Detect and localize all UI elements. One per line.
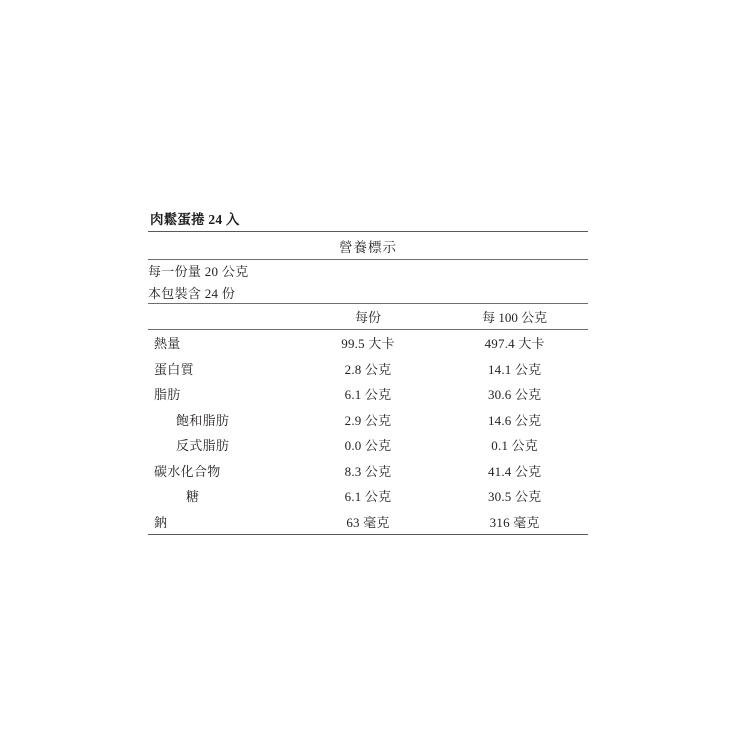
nutrient-name: 鈉: [148, 509, 295, 535]
table-row: [148, 407, 588, 433]
nutrient-per-100g: 14.1 公克: [487, 361, 542, 377]
column-header-blank: [148, 304, 295, 330]
table-row: [148, 509, 588, 535]
nutrient-name: 脂肪: [154, 387, 181, 403]
nutrient-per-100g: 497.4 大卡: [441, 330, 588, 356]
nutrient-per-100g: 41.4 公克: [487, 463, 542, 479]
nutrition-label: [148, 212, 588, 535]
nutrient-name: 反式脂肪: [176, 438, 230, 454]
nutrient-per-serving: 8.3 公克: [344, 463, 392, 479]
table-row: [148, 330, 588, 356]
serving-size-row: [148, 260, 588, 282]
table-header-row: [148, 232, 588, 260]
nutrient-per-serving: 99.5 大卡: [295, 330, 442, 356]
nutrition-facts-table: [148, 231, 588, 535]
nutrient-per-serving: 63 毫克: [295, 509, 442, 535]
table-row: [148, 458, 588, 484]
serving-size-label: 每一份量 20 公克: [148, 264, 249, 279]
column-header-per-100g: 每 100 公克: [482, 310, 548, 325]
nutrient-name: 蛋白質: [154, 361, 194, 377]
nutrient-per-100g: 14.6 公克: [487, 412, 542, 428]
nutrient-name: 糖: [186, 489, 200, 505]
table-row: [148, 356, 588, 382]
nutrient-name: 飽和脂肪: [176, 412, 230, 428]
table-row: [148, 483, 588, 509]
nutrient-per-serving: 2.9 公克: [344, 412, 392, 428]
table-row: [148, 381, 588, 407]
servings-per-container-row: [148, 281, 588, 304]
nutrient-per-serving: 6.1 公克: [344, 489, 392, 505]
nutrient-per-100g: 30.6 公克: [487, 387, 542, 403]
nutrient-per-100g: 0.1 公克: [491, 438, 538, 454]
nutrition-header-label: 營養標示: [148, 232, 588, 260]
page-title: 肉鬆蛋捲 24 入: [150, 212, 240, 227]
nutrient-name: 碳水化合物: [154, 463, 221, 479]
nutrient-name: 熱量: [148, 330, 295, 356]
column-header-per-serving: 每份: [354, 310, 381, 325]
nutrient-per-serving: 2.8 公克: [344, 361, 392, 377]
servings-per-container-label: 本包裝含 24 份: [148, 281, 588, 304]
nutrient-per-100g: 30.5 公克: [487, 489, 542, 505]
table-row: [148, 432, 588, 458]
nutrient-per-100g: 316 毫克: [441, 509, 588, 535]
column-header-row: [148, 304, 588, 330]
nutrient-per-serving: 6.1 公克: [344, 387, 392, 403]
nutrient-per-serving: 0.0 公克: [344, 438, 392, 454]
